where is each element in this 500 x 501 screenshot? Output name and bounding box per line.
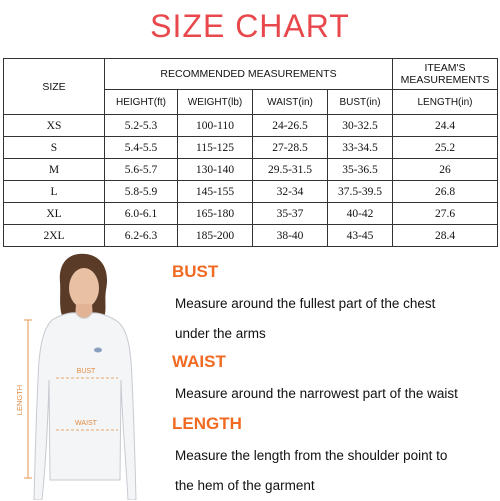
bust-cell: 40-42 xyxy=(328,203,393,225)
item-measurements-header xyxy=(393,59,498,90)
size-cell: XL xyxy=(4,203,105,225)
bust-cell: 43-45 xyxy=(328,225,393,247)
waist-guide-label: WAIST xyxy=(75,420,97,427)
weight-header: WEIGHT(lb) xyxy=(178,90,253,115)
height-cell: 5.6-5.7 xyxy=(105,159,178,181)
length-cell: 24.4 xyxy=(393,115,498,137)
item-header-line-2: MEASUREMENTS xyxy=(400,74,490,86)
weight-cell: 165-180 xyxy=(178,203,253,225)
waist-cell: 35-37 xyxy=(253,203,328,225)
waist-header: WAIST(in) xyxy=(253,90,328,115)
size-cell: S xyxy=(4,137,105,159)
bust-cell: 37.5-39.5 xyxy=(328,181,393,203)
size-table xyxy=(3,58,498,247)
height-cell: 6.0-6.1 xyxy=(105,203,178,225)
model-shirt xyxy=(34,313,136,500)
waist-cell: 24-26.5 xyxy=(253,115,328,137)
length-description-line-1: Measure the length from the shoulder point to xyxy=(175,448,448,463)
bust-cell: 30-32.5 xyxy=(328,115,393,137)
table-header-row xyxy=(4,59,498,90)
item-header-line-1: ITEAM'S xyxy=(424,62,466,74)
waist-cell: 32-34 xyxy=(253,181,328,203)
waist-cell: 38-40 xyxy=(253,225,328,247)
bust-header: BUST(in) xyxy=(328,90,393,115)
bust-guide-label: BUST xyxy=(76,368,96,375)
size-cell: 2XL xyxy=(4,225,105,247)
table-row xyxy=(4,115,498,137)
size-cell: XS xyxy=(4,115,105,137)
size-chart-title: SIZE CHART xyxy=(150,8,350,44)
model-figure xyxy=(0,250,165,500)
length-cell: 26.8 xyxy=(393,181,498,203)
weight-cell: 100-110 xyxy=(178,115,253,137)
bust-cell: 35-36.5 xyxy=(328,159,393,181)
table-row xyxy=(4,137,498,159)
recommended-measurements-header: RECOMMENDED MEASUREMENTS xyxy=(105,59,393,90)
table-row xyxy=(4,159,498,181)
height-header: HEIGHT(ft) xyxy=(105,90,178,115)
weight-cell: 130-140 xyxy=(178,159,253,181)
table-row xyxy=(4,225,498,247)
bust-description-line-1: Measure around the fullest part of the chest xyxy=(175,296,436,311)
waist-cell: 27-28.5 xyxy=(253,137,328,159)
table-row xyxy=(4,181,498,203)
size-column-header: SIZE xyxy=(4,59,105,115)
height-cell: 5.2-5.3 xyxy=(105,115,178,137)
weight-cell: 185-200 xyxy=(178,225,253,247)
waist-cell: 29.5-31.5 xyxy=(253,159,328,181)
height-cell: 5.4-5.5 xyxy=(105,137,178,159)
length-title: LENGTH xyxy=(172,414,242,433)
length-cell: 26 xyxy=(393,159,498,181)
weight-cell: 115-125 xyxy=(178,137,253,159)
measurement-instructions xyxy=(172,262,497,501)
model-face xyxy=(69,268,99,308)
waist-description: Measure around the narrowest part of the waist xyxy=(175,386,458,401)
length-header: LENGTH(in) xyxy=(393,90,498,115)
bust-cell: 33-34.5 xyxy=(328,137,393,159)
length-guide-label: LENGTH xyxy=(15,384,24,416)
height-cell: 5.8-5.9 xyxy=(105,181,178,203)
size-cell: L xyxy=(4,181,105,203)
height-cell: 6.2-6.3 xyxy=(105,225,178,247)
length-cell: 25.2 xyxy=(393,137,498,159)
logo-mark xyxy=(94,348,102,353)
bust-description-line-2: under the arms xyxy=(175,326,266,341)
weight-cell: 145-155 xyxy=(178,181,253,203)
size-cell: M xyxy=(4,159,105,181)
bust-title: BUST xyxy=(172,262,219,281)
waist-title: WAIST xyxy=(172,352,226,371)
table-row xyxy=(4,203,498,225)
length-cell: 27.6 xyxy=(393,203,498,225)
length-cell: 28.4 xyxy=(393,225,498,247)
length-description-line-2: the hem of the garment xyxy=(175,478,315,493)
